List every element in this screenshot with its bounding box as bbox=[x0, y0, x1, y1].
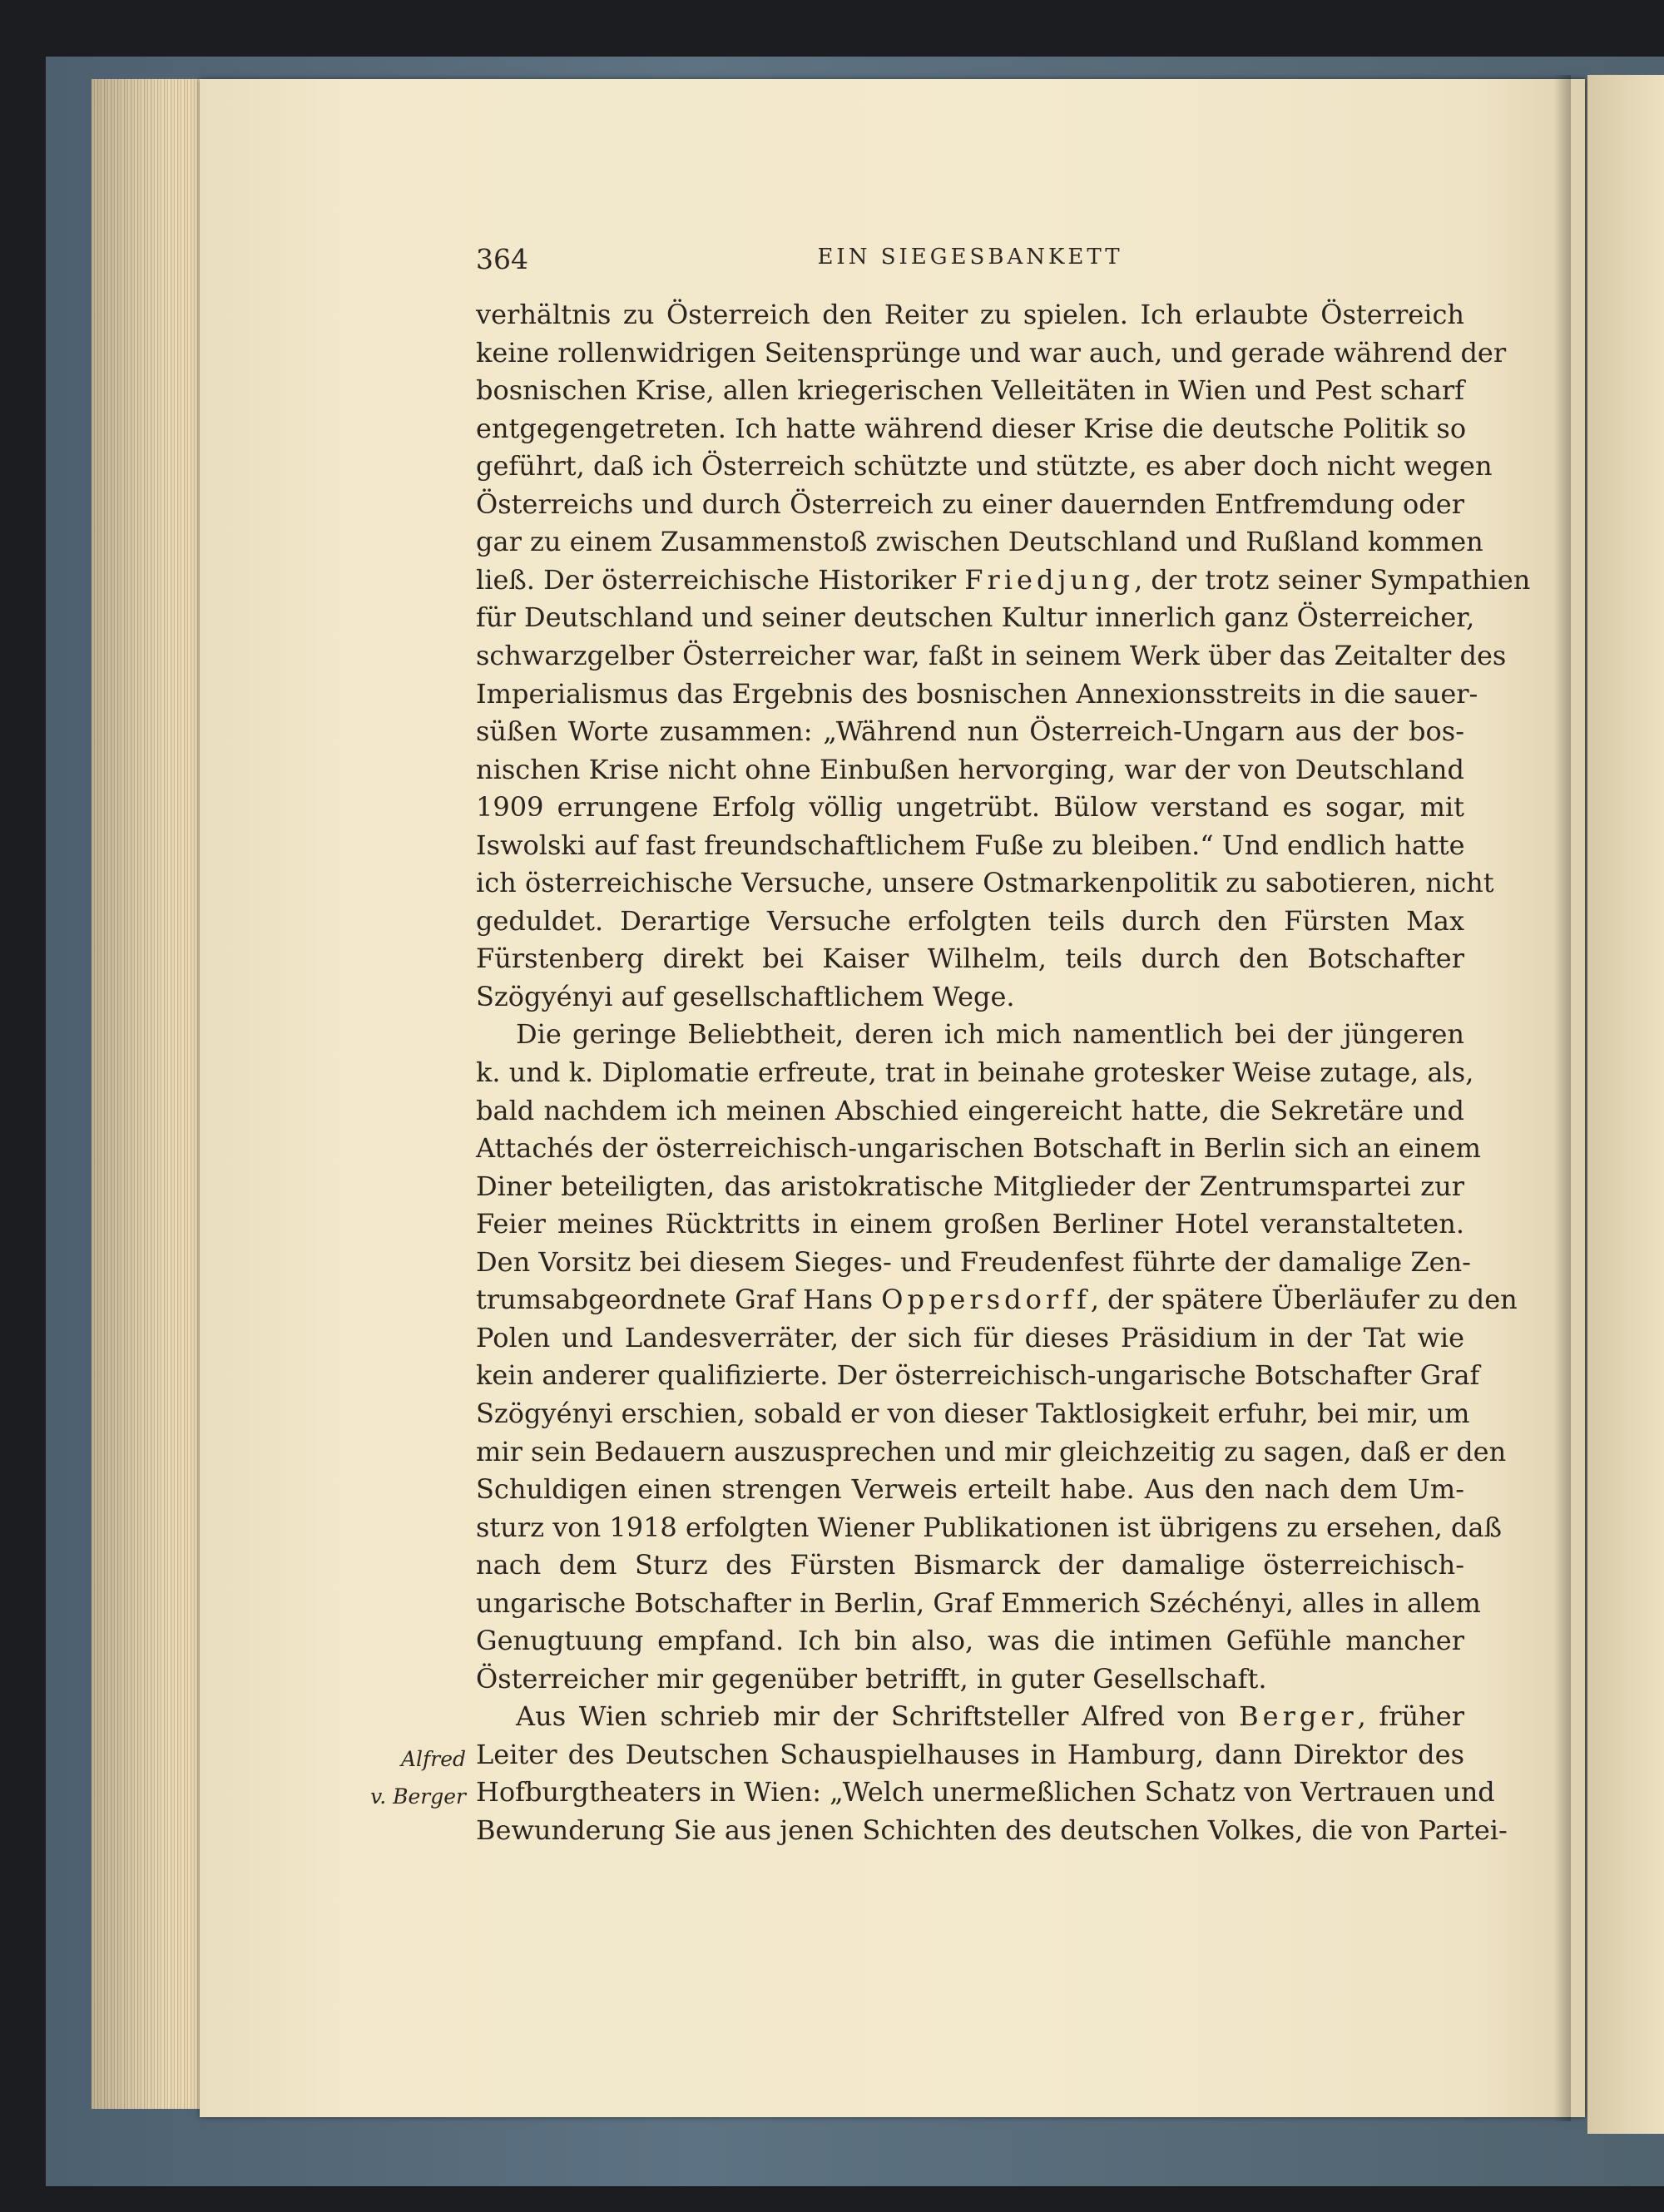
text-line: Schuldigen einen strengen Verweis erteilt habe. Aus den nach dem Um- bbox=[476, 1473, 1464, 1505]
text-line: sturz von 1918 erfolgten Wiener Publikationen ist übrigens zu ersehen, daß bbox=[476, 1512, 1502, 1543]
spaced-name: Berger bbox=[1239, 1700, 1358, 1732]
text-line: Feier meines Rücktritts in einem großen Berliner Hotel veranstalteten. bbox=[476, 1208, 1464, 1240]
text-line: geduldet. Derartige Versuche erfolgten teils durch den Fürsten Max bbox=[476, 905, 1464, 937]
text-run: trumsabgeordnete Graf Hans bbox=[476, 1284, 882, 1315]
text-line: Polen und Landesverräter, der sich für dieses Präsidium in der Tat wie bbox=[476, 1322, 1464, 1353]
text-line: bosnischen Krise, allen kriegerischen Velleitäten in Wien und Pest scharf bbox=[476, 374, 1464, 406]
text-line: Szögyényi auf gesellschaftlichem Wege. bbox=[476, 981, 1015, 1012]
text-line: für Deutschland und seiner deutschen Kultur innerlich ganz Österreicher, bbox=[476, 601, 1475, 633]
gutter-shadow bbox=[1554, 75, 1571, 2121]
page-edges-shadow bbox=[92, 79, 216, 2109]
text-line: nischen Krise nicht ohne Einbußen hervorging, war der von Deutschland bbox=[476, 754, 1464, 785]
text-line: nach dem Sturz des Fürsten Bismarck der damalige österreichisch- bbox=[476, 1549, 1464, 1581]
page-header bbox=[476, 243, 1464, 285]
text-line: keine rollenwidrigen Seitensprünge und war auch, und gerade während der bbox=[476, 337, 1507, 369]
text-line: mir sein Bedauern auszusprechen und mir gleichzeitig zu sagen, daß er den bbox=[476, 1436, 1507, 1467]
page-number: 364 bbox=[476, 243, 528, 275]
text-line: Imperialismus das Ergebnis des bosnischen Annexionsstreits in die sauer- bbox=[476, 678, 1478, 710]
text-line: verhältnis zu Österreich den Reiter zu spielen. Ich erlaubte Österreich bbox=[476, 299, 1464, 330]
text-line bbox=[476, 562, 1531, 599]
text-run: , der trotz seiner Sympathien bbox=[1134, 564, 1531, 596]
text-run: , der spätere Überläufer zu den bbox=[1090, 1284, 1518, 1315]
running-title: EIN SIEGESBANKETT bbox=[817, 245, 1123, 270]
text-line: geführt, daß ich Österreich schützte und stützte, es aber doch nicht wegen bbox=[476, 450, 1493, 482]
text-line: Die geringe Beliebtheit, deren ich mich namentlich bei der jüngeren bbox=[516, 1018, 1464, 1050]
text-run: , früher bbox=[1357, 1700, 1465, 1732]
text-line: Fürstenberg direkt bei Kaiser Wilhelm, teils durch den Botschafter bbox=[476, 943, 1464, 974]
text-line: 1909 errungene Erfolg völlig ungetrübt. Bülow verstand es sogar, mit bbox=[476, 791, 1464, 823]
spaced-name: Oppersdorff bbox=[881, 1284, 1091, 1315]
text-line: entgegengetreten. Ich hatte während dieser Krise die deutsche Politik so bbox=[476, 413, 1467, 444]
text-line: Den Vorsitz bei diesem Sieges- und Freudenfest führte der damalige Zen- bbox=[476, 1246, 1471, 1278]
text-line: Diner beteiligten, das aristokratische Mitglieder der Zentrumspartei zur bbox=[476, 1170, 1464, 1202]
text-line: Hofburgtheaters in Wien: „Welch unermeßlichen Schatz von Vertrauen und bbox=[476, 1776, 1495, 1808]
margin-note-line-1: Alfred bbox=[400, 1747, 466, 1771]
text-line: schwarzgelber Österreicher war, faßt in seinem Werk über das Zeitalter des bbox=[476, 640, 1507, 671]
text-line: kein anderer qualifizierte. Der österreichisch-ungarische Botschafter Graf bbox=[476, 1359, 1480, 1391]
text-line: Genugtuung empfand. Ich bin also, was die intimen Gefühle mancher bbox=[476, 1625, 1464, 1656]
text-line: ungarische Botschafter in Berlin, Graf Emmerich Széchényi, alles in allem bbox=[476, 1587, 1481, 1619]
margin-note-line-2: v. Berger bbox=[370, 1784, 466, 1809]
text-line: ich österreichische Versuche, unsere Ostmarkenpolitik zu sabotieren, nicht bbox=[476, 867, 1494, 898]
text-line: Österreicher mir gegenüber betrifft, in guter Gesellschaft. bbox=[476, 1663, 1267, 1695]
text-line: Bewunderung Sie aus jenen Schichten des deutschen Volkes, die von Partei- bbox=[476, 1814, 1508, 1846]
text-run: Aus Wien schrieb mir der Schriftsteller Alfred von bbox=[516, 1700, 1240, 1732]
text-run: ließ. Der österreichische Historiker bbox=[476, 564, 965, 596]
spaced-name: Friedjung bbox=[964, 564, 1135, 596]
text-line: Szögyényi erschien, sobald er von dieser Taktlosigkeit erfuhr, bei mir, um bbox=[476, 1398, 1470, 1429]
text-line: k. und k. Diplomatie erfreute, trat in beinahe grotesker Weise zutage, als, bbox=[476, 1057, 1474, 1088]
text-line: süßen Worte zusammen: „Während nun Österreich-Ungarn aus der bos- bbox=[476, 715, 1464, 747]
text-line: gar zu einem Zusammenstoß zwischen Deutschland und Rußland kommen bbox=[476, 526, 1483, 557]
text-line: Attachés der österreichisch-ungarischen Botschaft in Berlin sich an einem bbox=[476, 1132, 1481, 1164]
text-line: Iswolski auf fast freundschaftlichem Fuße zu bleiben.“ Und endlich hatte bbox=[476, 829, 1465, 861]
text-line: bald nachdem ich meinen Abschied eingereicht hatte, die Sekretäre und bbox=[476, 1095, 1464, 1126]
text-line: Leiter des Deutschen Schauspielhauses in Hamburg, dann Direktor des bbox=[476, 1739, 1464, 1770]
text-line bbox=[476, 1281, 1518, 1319]
text-line: Österreichs und durch Österreich zu einer dauernden Entfremdung oder bbox=[476, 488, 1464, 520]
facing-page-edge bbox=[1587, 75, 1664, 2134]
text-line bbox=[516, 1698, 1464, 1735]
